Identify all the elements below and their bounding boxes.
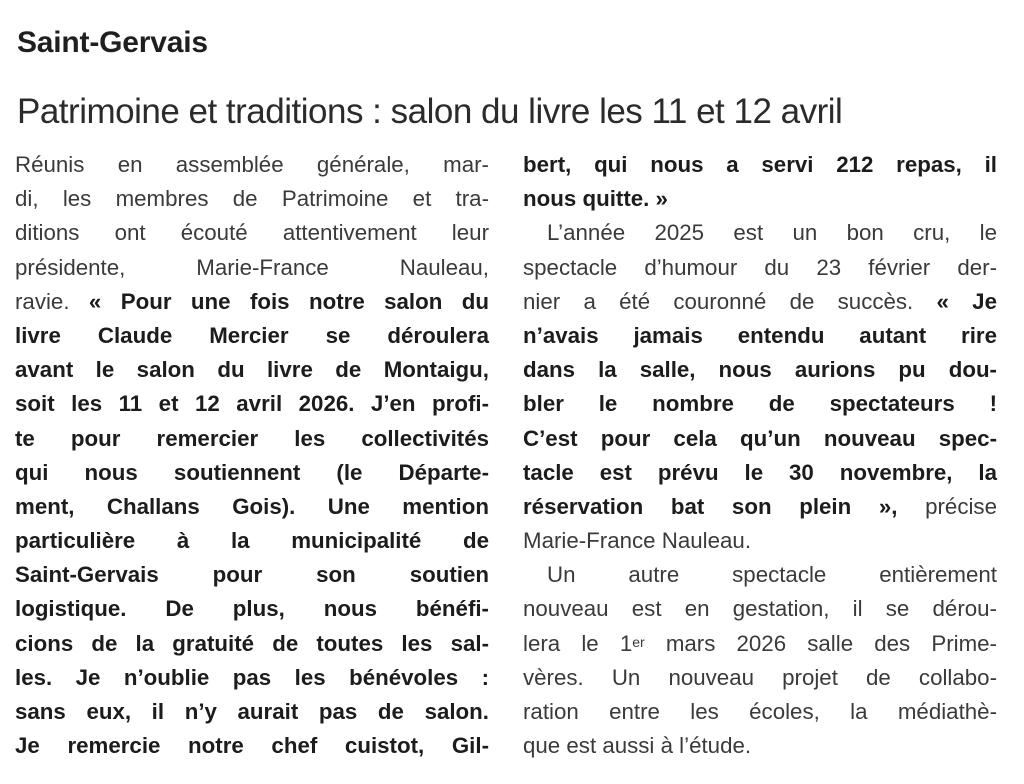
text-run-bold: logistique. De plus, nous bénéfi- — [15, 596, 489, 622]
text-line: bler le nombre de spectateurs ! — [523, 391, 997, 417]
text-line: Un autre spectacle entièrement — [547, 562, 997, 588]
text-line: vères. Un nouveau projet de collabo- — [523, 664, 997, 690]
text-run-bold: livre Claude Mercier se déroulera — [15, 322, 489, 348]
text-line — [15, 729, 489, 763]
text-run-bold: particulière à la municipalité de — [15, 528, 489, 554]
text-run-bold: « Je — [936, 288, 997, 314]
text-run-bold: les. Je n’oublie pas les bénévoles : — [15, 664, 489, 690]
text-line — [15, 182, 489, 216]
text-line: C’est pour cela qu’un nouveau spec- — [523, 425, 997, 451]
text-line — [15, 422, 489, 456]
text-line — [15, 319, 489, 353]
text-line — [15, 387, 489, 421]
text-run-bold: Je remercie notre chef cuistot, Gil- — [15, 733, 489, 759]
text-run-bold: avant le salon du livre de Montaigu, — [15, 357, 489, 383]
text-run: ditions ont écouté attentivement leur — [15, 220, 489, 246]
text-line — [15, 148, 489, 182]
text-run: ravie. — [15, 288, 89, 314]
text-run: présidente, Marie-France Nauleau, — [15, 254, 489, 280]
text-line — [15, 353, 489, 387]
text-line: n’avais jamais entendu autant rire — [523, 322, 997, 348]
text-line — [15, 592, 489, 626]
text-line — [523, 285, 997, 319]
text-run-bold: « Pour une fois notre salon du — [88, 288, 489, 314]
text-run-bold: réservation bat son plein », — [523, 493, 898, 519]
text-run: mars 2026 salle des Prime- — [644, 630, 997, 656]
text-run-bold: qui nous soutiennent (le Départe- — [15, 459, 489, 485]
text-run-bold: te pour remercier les collectivités — [15, 425, 489, 451]
text-line: que est aussi à l’étude. — [523, 733, 752, 759]
text-line: L’année 2025 est un bon cru, le — [547, 220, 997, 246]
text-line — [15, 456, 489, 490]
text-run-bold: ment, Challans Gois). Une mention — [15, 493, 489, 519]
ordinal-superscript: er — [632, 633, 645, 650]
text-line: tacle est prévu le 30 novembre, la — [523, 459, 997, 485]
article-kicker: Saint-Gervais — [17, 26, 208, 59]
text-line — [15, 695, 489, 729]
text-line: nous quitte. » — [523, 186, 668, 212]
text-line — [523, 627, 997, 661]
text-run: précise — [897, 493, 997, 519]
text-run: di, les membres de Patrimoine et tra- — [15, 186, 489, 212]
text-line — [15, 524, 489, 558]
text-line: nouveau est en gestation, il se dérou- — [523, 596, 997, 622]
text-line: bert, qui nous a servi 212 repas, il — [523, 152, 997, 177]
text-line — [15, 558, 489, 592]
text-line: ration entre les écoles, la médiathè- — [523, 699, 997, 724]
article-column-right — [523, 148, 997, 763]
text-run-bold: sans eux, il n’y aurait pas de salon. — [15, 699, 489, 724]
text-line — [15, 661, 489, 695]
text-run-bold: Saint-Gervais pour son soutien — [15, 562, 489, 588]
text-line — [15, 216, 489, 250]
article-column-left — [15, 148, 489, 763]
text-run-bold: cions de la gratuité de toutes les sal- — [15, 630, 489, 656]
text-run-bold: soit les 11 et 12 avril 2026. J’en profi- — [15, 391, 489, 417]
text-line — [15, 490, 489, 524]
text-run: Réunis en assemblée générale, mar- — [15, 152, 489, 177]
text-line — [15, 627, 489, 661]
text-run: lera le 1 — [523, 630, 633, 656]
text-line — [15, 285, 489, 319]
text-line: dans la salle, nous aurions pu dou- — [523, 357, 997, 383]
text-line — [523, 490, 997, 524]
text-line — [15, 251, 489, 285]
text-run: nier a été couronné de succès. — [523, 288, 937, 314]
article-headline: Patrimoine et traditions : salon du livre les 11 et 12 avril — [17, 92, 843, 131]
text-line: spectacle d’humour du 23 février der- — [523, 254, 997, 280]
text-line: Marie-France Nauleau. — [523, 528, 752, 554]
